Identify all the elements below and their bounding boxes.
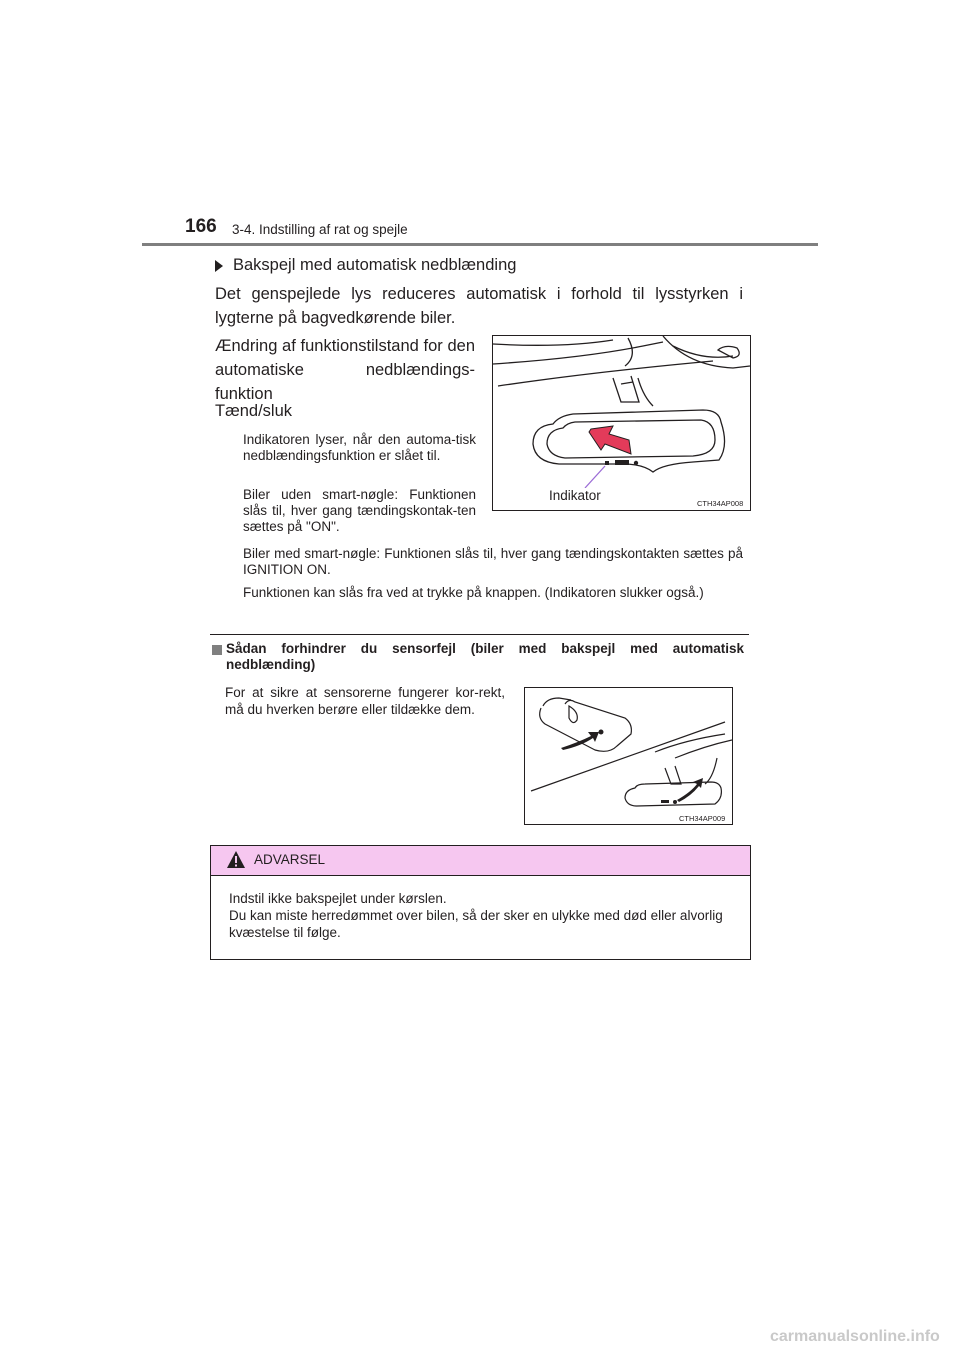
warning-line-1: Indstil ikke bakspejlet under kørslen. — [229, 891, 447, 906]
section-title — [215, 256, 516, 275]
warning-label: ADVARSEL — [254, 852, 326, 867]
mirror-illustration — [492, 335, 751, 511]
header-rule — [142, 243, 818, 246]
figure-code: CTH34AP008 — [697, 499, 744, 508]
chapter-title: 3-4. Indstilling af rat og spejle — [232, 222, 408, 237]
note-switch-off: Funktionen kan slås fra ved at trykke på knappen. (Indikatoren slukker også.) — [243, 585, 704, 600]
square-bullet-icon — [212, 645, 222, 655]
sensor-illustration — [524, 687, 733, 825]
mirror-drawing — [493, 336, 750, 510]
function-subheading: Ændring af funktionstilstand for den automatiske nedblændings-funktion — [215, 337, 475, 403]
intro-paragraph: Det genspejlede lys reduceres automatisk i forhold til lysstyrken i lygterne på bagvedkørende biler. — [215, 285, 743, 327]
footer-watermark: carmanualsonline.info — [770, 1328, 940, 1345]
section-divider — [210, 634, 749, 635]
toggle-label: Tænd/sluk — [215, 402, 293, 420]
sensor-text: For at sikre at sensorerne fungerer kor-rekt, må du hverken berøre eller tildække dem. — [225, 685, 505, 717]
warning-body — [229, 890, 744, 941]
press-arrow-icon — [589, 426, 631, 454]
sensor-drawing — [525, 688, 732, 824]
note-indicator: Indikatoren lyser, når den automa-tisk nedblændingsfunktion er slået til. — [243, 432, 476, 463]
warning-line-2: Du kan miste herredømmet over bilen, så der sker en ulykke med død eller alvorlig kvæstelse til følge. — [229, 908, 723, 940]
page-number: 166 — [185, 216, 217, 237]
warning-triangle-icon — [226, 850, 246, 875]
note-no-smart-key: Biler uden smart-nøgle: Funktionen slås til, hver gang tændingskontak-ten sættes på "ON". — [243, 487, 476, 534]
section-title-text: Bakspejl med automatisk nedblænding — [233, 256, 517, 274]
triangle-bullet-icon — [215, 260, 223, 272]
note-smart-key: Biler med smart-nøgle: Funktionen slås til, hver gang tændingskontakten sættes på IGNITION ON. — [243, 546, 743, 577]
indicator-pointer — [585, 466, 605, 488]
indicator-label: Indikator — [549, 488, 601, 503]
figure-code-2: CTH34AP009 — [679, 814, 726, 823]
sensor-heading: Sådan forhindrer du sensorfejl (biler med bakspejl med automatisk nedblænding) — [226, 641, 744, 672]
